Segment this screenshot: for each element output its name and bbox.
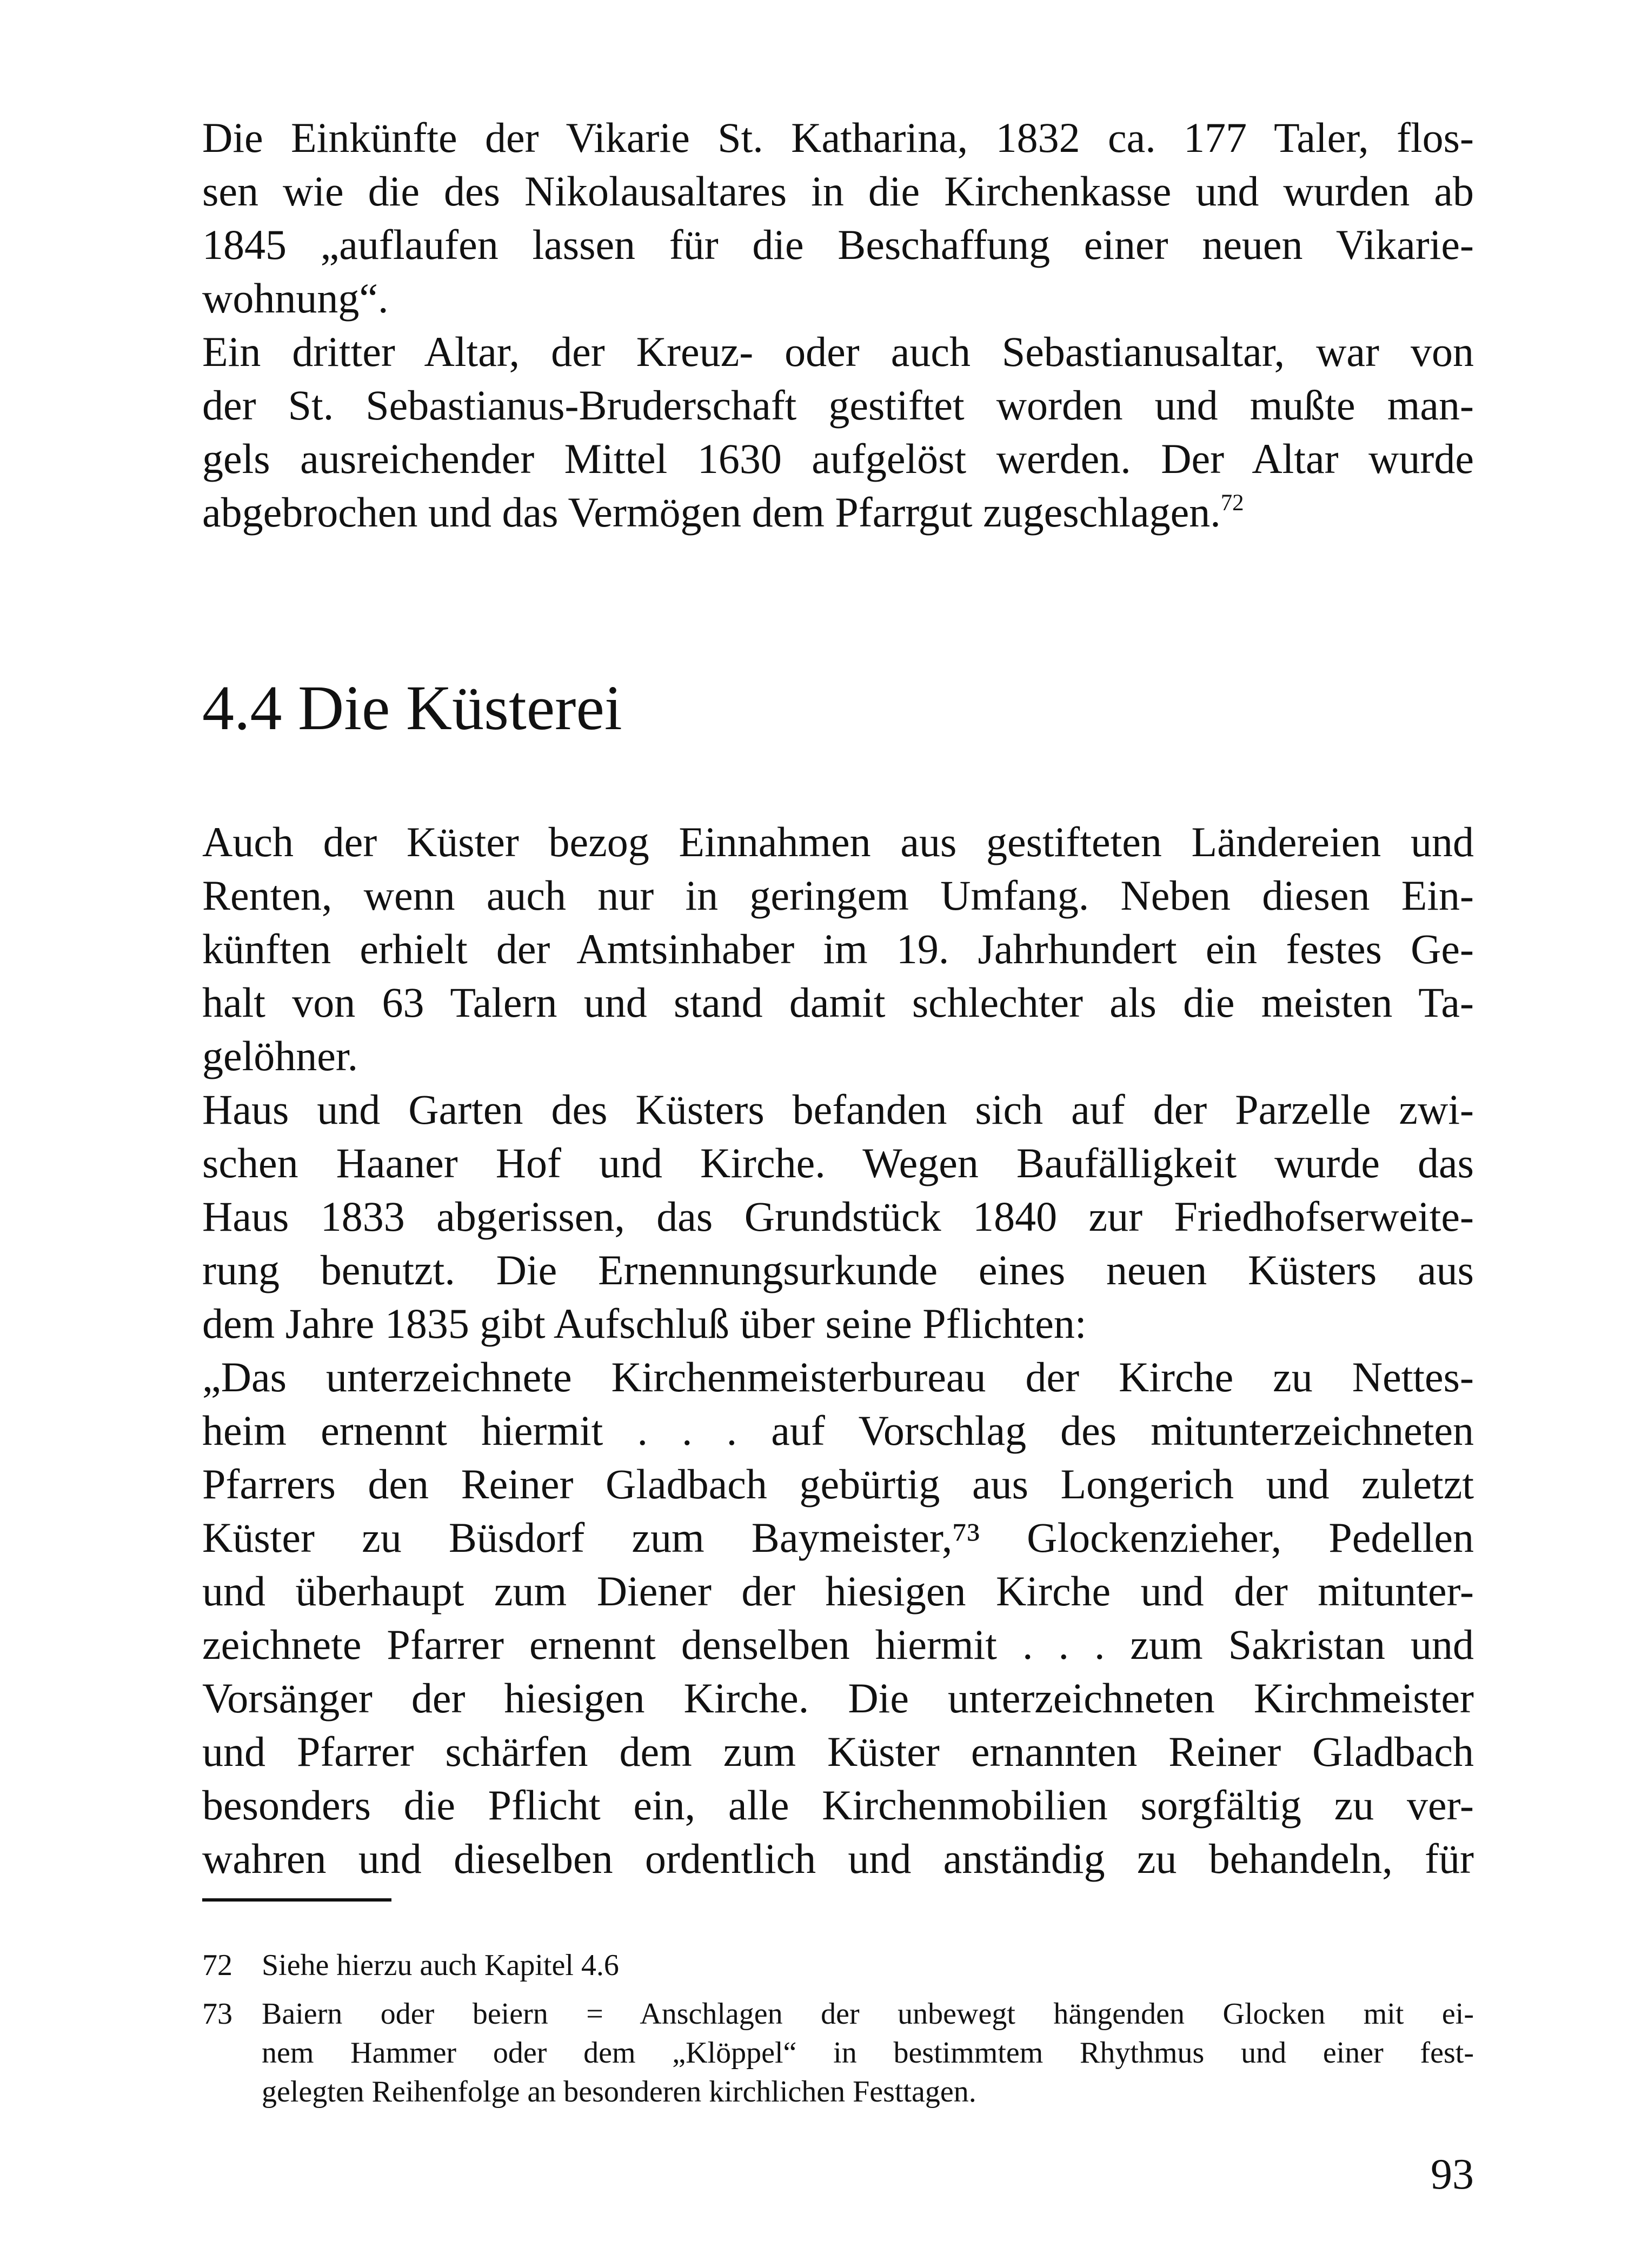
text-line	[262, 1994, 1474, 2033]
text-line	[202, 1832, 1474, 1885]
line-text: der St. Sebastianus-Bruderschaft gestiftet worden und mußte man-	[202, 382, 1474, 429]
line-text: Pfarrers den Reiner Gladbach gebürtig aus Longerich und zuletzt	[202, 1460, 1474, 1507]
paragraph-kuesterei	[202, 815, 1474, 1885]
text-line	[202, 111, 1474, 164]
line-text: Haus 1833 abgerissen, das Grundstück 1840 zur Friedhofserweite-	[202, 1193, 1474, 1240]
text-line	[202, 1136, 1474, 1190]
text-line	[262, 1946, 1474, 1985]
text-line	[202, 815, 1474, 869]
line-text: rung benutzt. Die Ernennungsurkunde eines neuen Küsters aus	[202, 1246, 1474, 1293]
text-line	[262, 2033, 1474, 2072]
text-line	[202, 1457, 1474, 1511]
text-line	[202, 869, 1474, 922]
line-text: und überhaupt zum Diener der hiesigen Kirche und der mitunter-	[202, 1567, 1474, 1615]
line-text: wahren und dieselben ordentlich und anständig zu behandeln, für	[202, 1835, 1474, 1882]
line-text: heim ernennt hiermit . . . auf Vorschlag des mitunterzeichneten	[202, 1407, 1474, 1454]
text-line	[202, 271, 1474, 325]
page-number: 93	[1431, 2151, 1474, 2198]
section-heading: 4.4 Die Küsterei	[202, 672, 622, 743]
text-line	[202, 378, 1474, 432]
line-text: dem Jahre 1835 gibt Aufschluß über seine Pflichten:	[202, 1300, 1087, 1347]
text-line	[202, 1564, 1474, 1618]
line-text: besonders die Pflicht ein, alle Kirchenmobilien sorgfältig zu ver-	[202, 1782, 1474, 1829]
text-line	[202, 1029, 1474, 1083]
line-text: Die Einkünfte der Vikarie St. Katharina, 1832 ca. 177 Taler, flos-	[202, 114, 1474, 161]
line-text: und Pfarrer schärfen dem zum Küster ernannten Reiner Gladbach	[202, 1728, 1474, 1775]
line-text: sen wie die des Nikolausaltares in die Kirchenkasse und wurden ab	[202, 168, 1474, 215]
line-text: nem Hammer oder dem „Klöppel“ in bestimmtem Rhythmus und einer fest-	[262, 2036, 1474, 2070]
footnote-text	[262, 1946, 1474, 1985]
footnotes	[202, 1946, 1474, 2111]
text-line	[202, 1725, 1474, 1778]
paragraph-altars	[202, 111, 1474, 539]
line-text: Vorsänger der hiesigen Kirche. Die unterzeichneten Kirchmeister	[202, 1675, 1474, 1722]
footnote-divider	[202, 1898, 391, 1902]
text-line	[202, 218, 1474, 271]
line-text: gelöhner.	[202, 1032, 358, 1079]
line-text: Auch der Küster bezog Einnahmen aus gestifteten Ländereien und	[202, 818, 1474, 865]
line-text: halt von 63 Talern und stand damit schlechter als die meisten Ta-	[202, 979, 1474, 1026]
footnote-73	[202, 1994, 1474, 2111]
text-line	[202, 1190, 1474, 1243]
text-line	[202, 1083, 1474, 1136]
text-line	[202, 1778, 1474, 1832]
line-text: abgebrochen und das Vermögen dem Pfarrgut zugeschlagen.	[202, 489, 1221, 536]
line-text: schen Haaner Hof und Kirche. Wegen Baufälligkeit wurde das	[202, 1139, 1474, 1186]
text-line	[202, 1404, 1474, 1457]
text-line	[202, 485, 1474, 539]
text-line	[202, 922, 1474, 976]
line-text: Baiern oder beiern = Anschlagen der unbewegt hängenden Glocken mit ei-	[262, 1997, 1474, 2031]
text-line	[202, 1618, 1474, 1671]
footnote-72	[202, 1946, 1474, 1985]
line-text: Ein dritter Altar, der Kreuz- oder auch Sebastianusaltar, war von	[202, 328, 1474, 375]
text-line	[202, 1511, 1474, 1564]
text-line	[202, 325, 1474, 378]
line-text: „Das unterzeichnete Kirchenmeisterbureau der Kirche zu Nettes-	[202, 1353, 1474, 1400]
text-line	[202, 1350, 1474, 1404]
footnote-number: 72	[202, 1949, 232, 1982]
line-text: wohnung“.	[202, 275, 389, 322]
text-line	[202, 1297, 1474, 1350]
text-line	[202, 976, 1474, 1029]
line-text: Renten, wenn auch nur in geringem Umfang. Neben diesen Ein-	[202, 872, 1474, 919]
line-text: gels ausreichender Mittel 1630 aufgelöst werden. Der Altar wurde	[202, 435, 1474, 482]
footnote-number: 73	[202, 1997, 232, 2031]
text-line	[202, 1671, 1474, 1725]
text-line	[262, 2072, 1474, 2111]
footnote-text	[262, 1994, 1474, 2111]
line-text: 1845 „auflaufen lassen für die Beschaffung einer neuen Vikarie-	[202, 221, 1474, 268]
line-text: zeichnete Pfarrer ernennt denselben hiermit . . . zum Sakristan und	[202, 1621, 1474, 1668]
footnote-ref[interactable]: 72	[1220, 490, 1244, 516]
line-text: gelegten Reihenfolge an besonderen kirchlichen Festtagen.	[262, 2075, 976, 2109]
text-line	[202, 1243, 1474, 1297]
text-line	[202, 164, 1474, 218]
text-line	[202, 432, 1474, 485]
line-text: Haus und Garten des Küsters befanden sich auf der Parzelle zwi-	[202, 1086, 1474, 1133]
line-text: Küster zu Büsdorf zum Baymeister,⁷³ Glockenzieher, Pedellen	[202, 1514, 1474, 1561]
line-text: Siehe hierzu auch Kapitel 4.6	[262, 1949, 619, 1982]
line-text: künften erhielt der Amtsinhaber im 19. Jahrhundert ein festes Ge-	[202, 925, 1474, 972]
